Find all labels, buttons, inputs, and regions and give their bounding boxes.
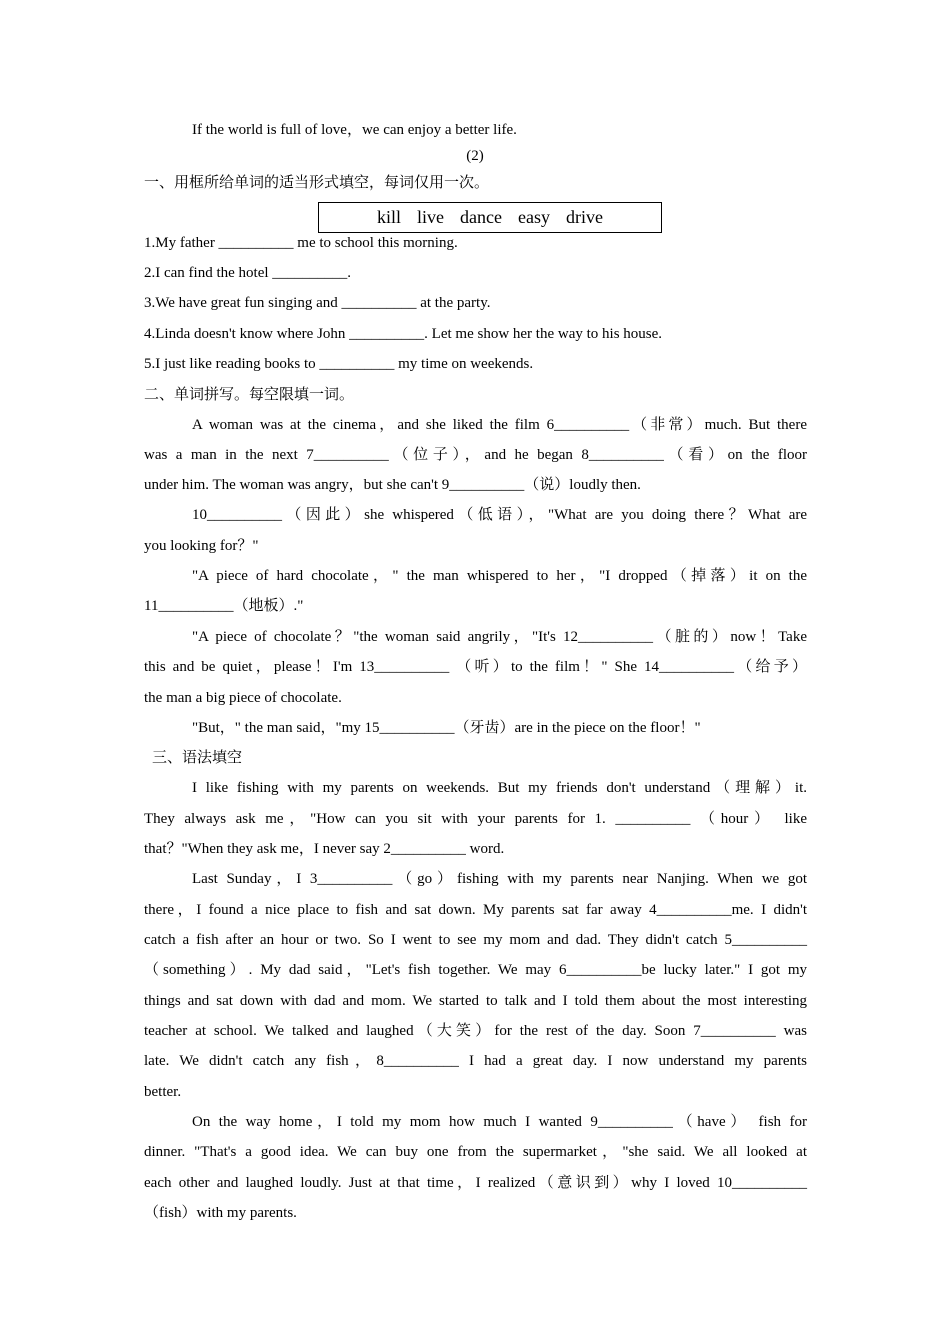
passage2-line: teacher at school. We talked and laughed（大笑）for the rest of the day. Soon 7__________ was	[144, 1023, 807, 1039]
question-4: 4.Linda doesn't know where John __________. Let me show her the way to his house.	[144, 326, 663, 342]
passage2-line: On the way home，I told my mom how much I wanted 9__________（have） fish for	[192, 1114, 807, 1130]
passage2-line: better.	[144, 1084, 182, 1100]
question-1: 1.My father __________ me to school this morning.	[144, 235, 458, 251]
section1-title: 一、用框所给单词的适当形式填空，每词仅用一次。	[144, 173, 490, 191]
passage1-line: was a man in the next 7__________（位子），and he began 8__________（看）on the floor	[144, 447, 807, 463]
passage2-line: late. We didn't catch any fish，8__________ I had a great day. I now understand my parents	[144, 1053, 807, 1069]
passage2-line: things and sat down with dad and mom. We started to talk and I told them about the most interesting	[144, 993, 807, 1009]
passage2-line: （fish）with my parents.	[144, 1205, 297, 1221]
passage1-line: "A piece of chocolate？"the woman said angrily，"It's 12__________（脏的）now！Take	[192, 629, 807, 645]
passage2-line: each other and laughed loudly. Just at that time，I realized（意识到）why I loved 10__________	[144, 1175, 807, 1191]
word-dance: dance	[460, 207, 502, 227]
passage1-line: A woman was at the cinema，and she liked the film 6__________（非常）much. But there	[192, 417, 807, 433]
section3-title: 三、语法填空	[152, 748, 243, 766]
passage2-line: （something）. My dad said，"Let's fish together. We may 6__________be lucky later." I got my	[144, 962, 807, 978]
passage1-line: under him. The woman was angry，but she can't 9__________（说）loudly then.	[144, 477, 641, 493]
passage2-line: catch a fish after an hour or two. So I went to see my mom and dad. They didn't catch 5__________	[144, 932, 807, 948]
section2-title: 二、单词拼写。每空限填一词。	[144, 385, 355, 403]
passage1-line: 11__________（地板）."	[144, 598, 304, 614]
question-3: 3.We have great fun singing and __________ at the party.	[144, 295, 491, 311]
intro-sentence: If the world is full of love，we can enjoy a better life.	[192, 122, 517, 138]
passage1-line: you looking for？"	[144, 538, 259, 554]
question-2: 2.I can find the hotel __________.	[144, 265, 352, 281]
word-box	[318, 202, 662, 233]
passage1-line: "But，" the man said，"my 15__________（牙齿）are in the piece on the floor！"	[192, 720, 701, 736]
passage2-line: I like fishing with my parents on weekends. But my friends don't understand（理解）it.	[192, 780, 807, 796]
passage1-line: the man a big piece of chocolate.	[144, 690, 342, 706]
word-easy: easy	[518, 207, 550, 227]
word-drive: drive	[565, 207, 603, 227]
passage2-line: Last Sunday，I 3__________（go）fishing with my parents near Nanjing. When we got	[192, 871, 807, 887]
passage2-line: that？"When they ask me，I never say 2__________ word.	[144, 841, 505, 857]
passage1-line: 10__________（因此）she whispered（低语），"What are you doing there？What are	[192, 507, 807, 523]
part-number: (2)	[466, 148, 484, 164]
question-5: 5.I just like reading books to __________ my time on weekends.	[144, 356, 534, 372]
passage1-line: "A piece of hard chocolate，" the man whispered to her，"I dropped（掉落）it on the	[192, 568, 807, 584]
passage1-line: this and be quiet，please！I'm 13__________ （听）to the film！" She 14__________（给予）	[144, 659, 807, 675]
passage2-line: there，I found a nice place to fish and sat down. My parents sat far away 4__________me. I didn't	[144, 902, 807, 918]
word-live: live	[417, 207, 445, 227]
passage2-line: dinner. "That's a good idea. We can buy one from the supermarket，"she said. We all looked at	[144, 1144, 807, 1160]
word-kill: kill	[377, 207, 402, 227]
passage2-line: They always ask me，"How can you sit with your parents for 1. __________ （hour） like	[144, 811, 807, 827]
